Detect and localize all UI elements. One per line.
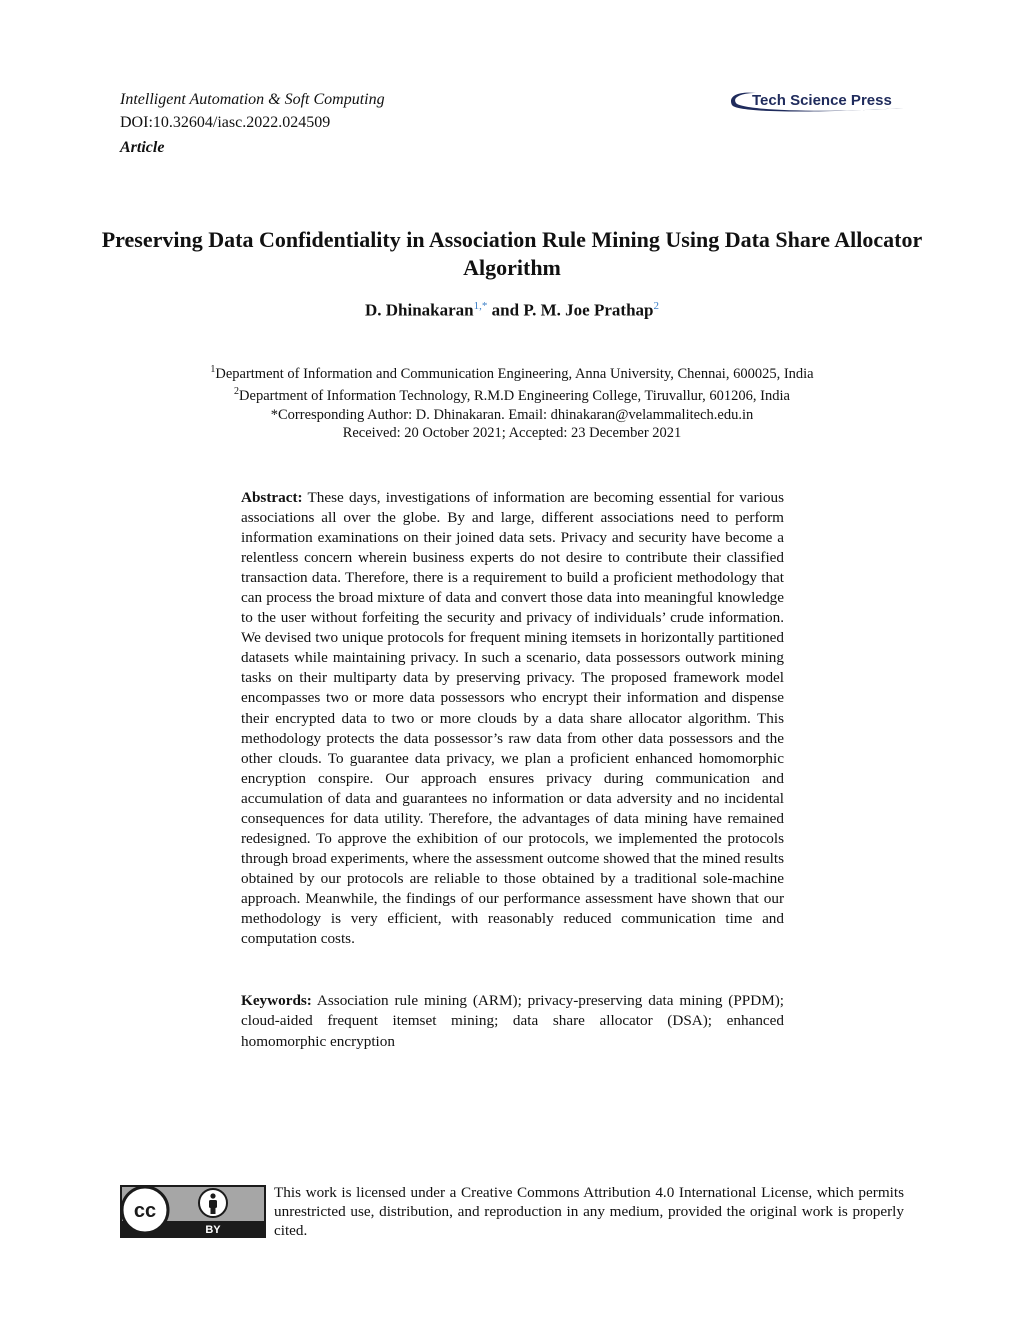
- publisher-name: Tech Science Press: [752, 92, 892, 109]
- author-list: [100, 300, 924, 321]
- author-name: D. Dhinakaran: [365, 300, 474, 320]
- doi: DOI:10.32604/iasc.2022.024509: [120, 114, 331, 131]
- corresponding-author: *Corresponding Author: D. Dhinakaran. Email: dhinakaran@velammalitech.edu.in: [270, 406, 754, 423]
- license-text: This work is licensed under a Creative Commons Attribution 4.0 International License, which permits unrestricted use, distribution, and reproduction in any medium, provided the original work is properly cited.: [274, 1184, 904, 1239]
- cc-by-badge[interactable]: [120, 1185, 266, 1238]
- by-label: BY: [205, 1224, 221, 1236]
- affiliations: [100, 361, 924, 443]
- publisher-logo: [722, 87, 908, 117]
- by-person-icon: [199, 1189, 227, 1217]
- abstract-text: These days, investigations of information are becoming essential for various associations all over the globe. By and large, different associations need to perform information examinations on their joined data sets. Privacy and security have become a relentless concern wherein business experts do not desire to contribute their classified transaction data. Therefore, there is a requirement to build a proficient methodology that can process the broad mixture of data and convert those data into meaningful knowledge to the user without forfeiting the security and privacy of individuals’ crude information. We devised two unique protocols for frequent mining itemsets in horizontally partitioned datasets while maintaining privacy. In such a scenario, data possessors outwork mining tasks on their multiparty data by preserving privacy. The proposed framework model encompasses two or more data possessors who encrypt their information and dispense their encrypted data to two or more clouds by a data share allocator algorithm. This methodology protects the data possessor’s raw data from other data possessors and the other clouds. To guarantee data privacy, we plan a proficient enhanced homomorphic encryption conspire. Our approach ensures privacy during communication and accumulation of data and guarantees no information or data adversity and no incidental consequences for data utility. Therefore, the advantages of data mining have remained redesigned. To approve the exhibition of our protocols, we implemented the protocols through broad experiments, where the assessment outcome showed that the mined results obtained by our protocols are reliable to those obtained by a traditional sole-machine approach. Meanwhile, the findings of our performance assessment have shown that our methodology is very efficient, with reasonably reduced communication time and computation costs.: [241, 489, 784, 948]
- received-dates: Received: 20 October 2021; Accepted: 23 December 2021: [342, 425, 682, 442]
- abstract-label: Abstract:: [241, 489, 303, 506]
- affiliation-line: $^1$Department of Information and Communication Engineering, Anna University, Chennai, 600025, India: [210, 364, 814, 382]
- paper-title: Preserving Data Confidentiality in Association Rule Mining Using Data Share Allocator Algorithm: [101, 227, 923, 280]
- author-name: P. M. Joe Prathap: [523, 300, 654, 320]
- affiliation-marker[interactable]: 2: [653, 300, 659, 312]
- affiliation-line: $^2$Department of Information Technology, R.M.D Engineering College, Tiruvallur, 601206, India: [234, 386, 790, 405]
- keywords-text: Association rule mining (ARM); privacy-preserving data mining (PPDM); cloud-aided frequent itemset mining; data share allocator (DSA); enhanced homomorphic encryption: [241, 992, 784, 1050]
- keywords-label: Keywords:: [241, 992, 312, 1009]
- keywords: [241, 991, 784, 1052]
- cc-icon-label: cc: [133, 1200, 157, 1222]
- affiliation-marker[interactable]: 1,*: [473, 300, 488, 312]
- journal-name: Intelligent Automation & Soft Computing: [120, 91, 385, 108]
- article-type: Article: [120, 139, 165, 156]
- author-conjunction: and: [491, 300, 520, 320]
- abstract: [241, 488, 784, 949]
